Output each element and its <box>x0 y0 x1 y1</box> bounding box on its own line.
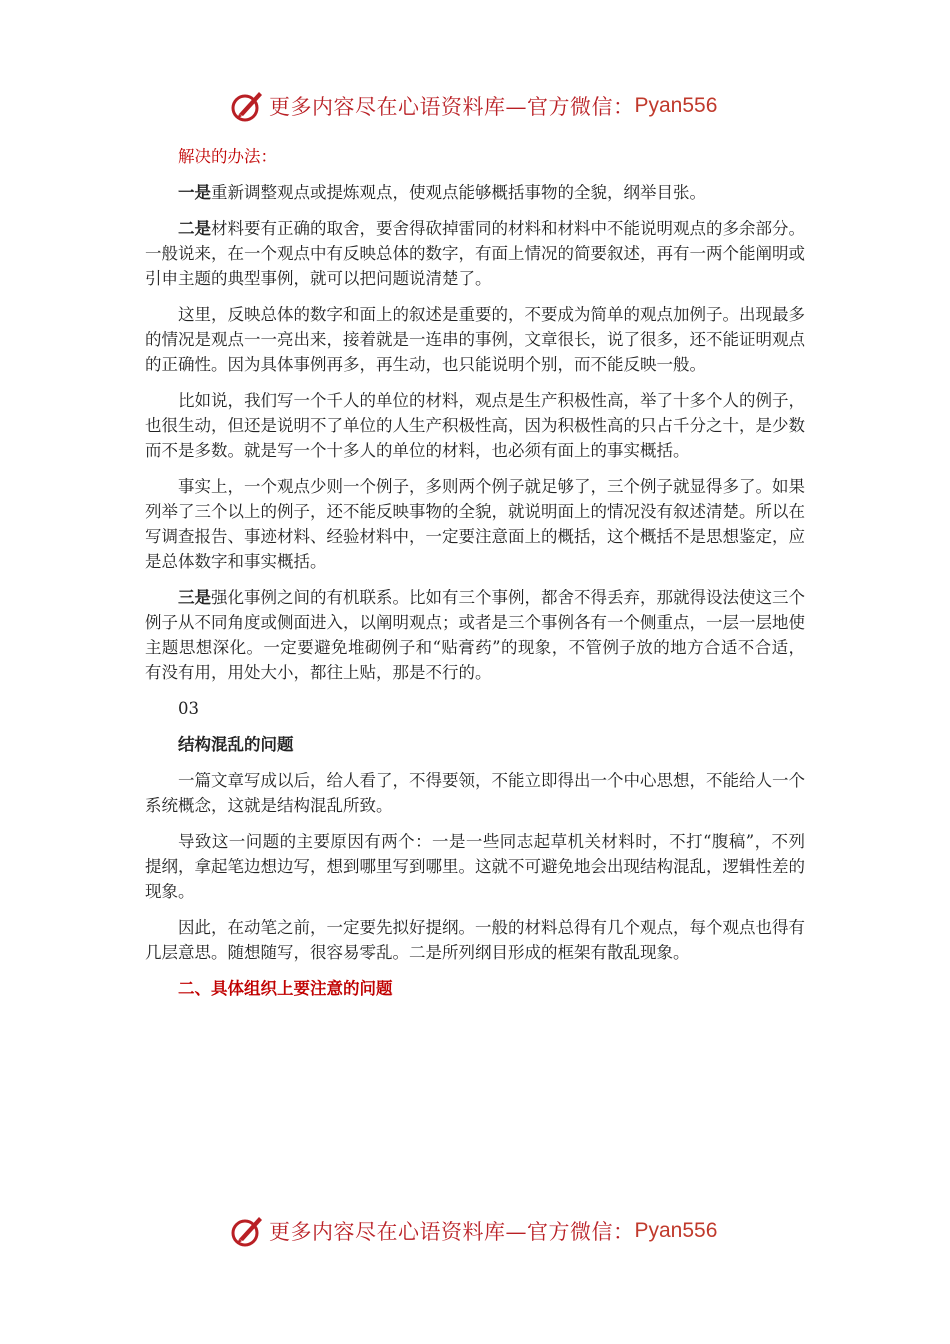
subsection-heading: 二、具体组织上要注意的问题 <box>178 979 393 998</box>
paragraph: 导致这一问题的主要原因有两个：一是一些同志起草机关材料时，不打“腹稿”，不列提纲，拿起笔边想边写，想到哪里写到哪里。这就不可避免地会出现结构混乱，逻辑性差的现象。 <box>145 832 805 901</box>
paragraph: 比如说，我们写一个千人的单位的材料，观点是生产积极性高，举了十多个人的例子，也很生动，但还是说明不了单位的人生产积极性高，因为积极性高的只占千分之十，是少数而不是多数。就是写一个十多人的单位的材料，也必须有面上的事实概括。 <box>145 391 805 460</box>
header-banner <box>229 86 749 126</box>
paragraph-text: 重新调整观点或提炼观点，使观点能够概括事物的全貌，纲举目张。 <box>211 183 706 202</box>
quill-logo-icon <box>229 88 265 124</box>
quill-logo-icon <box>229 1213 265 1249</box>
paragraph: 因此，在动笔之前，一定要先拟好提纲。一般的材料总得有几个观点，每个观点也得有几层意思。随想随写，很容易零乱。二是所列纲目形成的框架有散乱现象。 <box>145 918 805 962</box>
paragraph <box>145 180 805 205</box>
paragraph <box>145 216 805 291</box>
banner-wechat-id: Pyan556 <box>634 1219 718 1242</box>
banner-text: 更多内容尽在心语资料库—官方微信： <box>269 1220 635 1244</box>
paragraph: 这里，反映总体的数字和面上的叙述是重要的，不要成为简单的观点加例子。出现最多的情况是观点一一亮出来，接着就是一连串的事例，文章很长，说了很多，还不能证明观点的正确性。因为具体事例再多，再生动，也只能说明个别，而不能反映一般。 <box>145 305 805 374</box>
paragraph-text: 材料要有正确的取舍，要舍得砍掉雷同的材料和材料中不能说明观点的多余部分。一般说来，在一个观点中有反映总体的数字，有面上情况的简要叙述，再有一两个能阐明或引申主题的典型事例，就可以把问题说清楚了。 <box>145 219 805 288</box>
paragraph-text: 强化事例之间的有机联系。比如有三个事例，都舍不得丢弃，那就得设法使这三个例子从不同角度或侧面进入，以阐明观点；或者是三个事例各有一个侧重点，一层一层地使主题思想深化。一定要避免堆砌例子和“贴膏药”的现象，不管例子放的地方合适不合适，有没有用，用处大小，都往上贴，那是不行的。 <box>145 588 805 682</box>
paragraph-lead: 三是 <box>178 588 211 607</box>
paragraph: 事实上，一个观点少则一个例子，多则两个例子就足够了，三个例子就显得多了。如果列举了三个以上的例子，还不能反映事物的全貌，就说明面上的情况没有叙述清楚。所以在写调查报告、事迹材料、经验材料中，一定要注意面上的概括，这个概括不是思想鉴定，应是总体数字和事实概括。 <box>145 477 805 571</box>
section-number: 03 <box>178 699 199 718</box>
paragraph <box>145 585 805 685</box>
section-title: 结构混乱的问题 <box>178 735 294 754</box>
document-body <box>145 144 805 1012</box>
banner-wechat-id: Pyan556 <box>634 94 718 117</box>
paragraph: 一篇文章写成以后，给人看了，不得要领，不能立即得出一个中心思想，不能给人一个系统概念，这就是结构混乱所致。 <box>145 771 805 815</box>
banner-text: 更多内容尽在心语资料库—官方微信： <box>269 95 635 119</box>
footer-banner <box>229 1211 749 1251</box>
paragraph-lead: 一是 <box>178 183 211 202</box>
solution-heading: 解决的办法： <box>178 147 277 166</box>
paragraph-lead: 二是 <box>178 219 211 238</box>
